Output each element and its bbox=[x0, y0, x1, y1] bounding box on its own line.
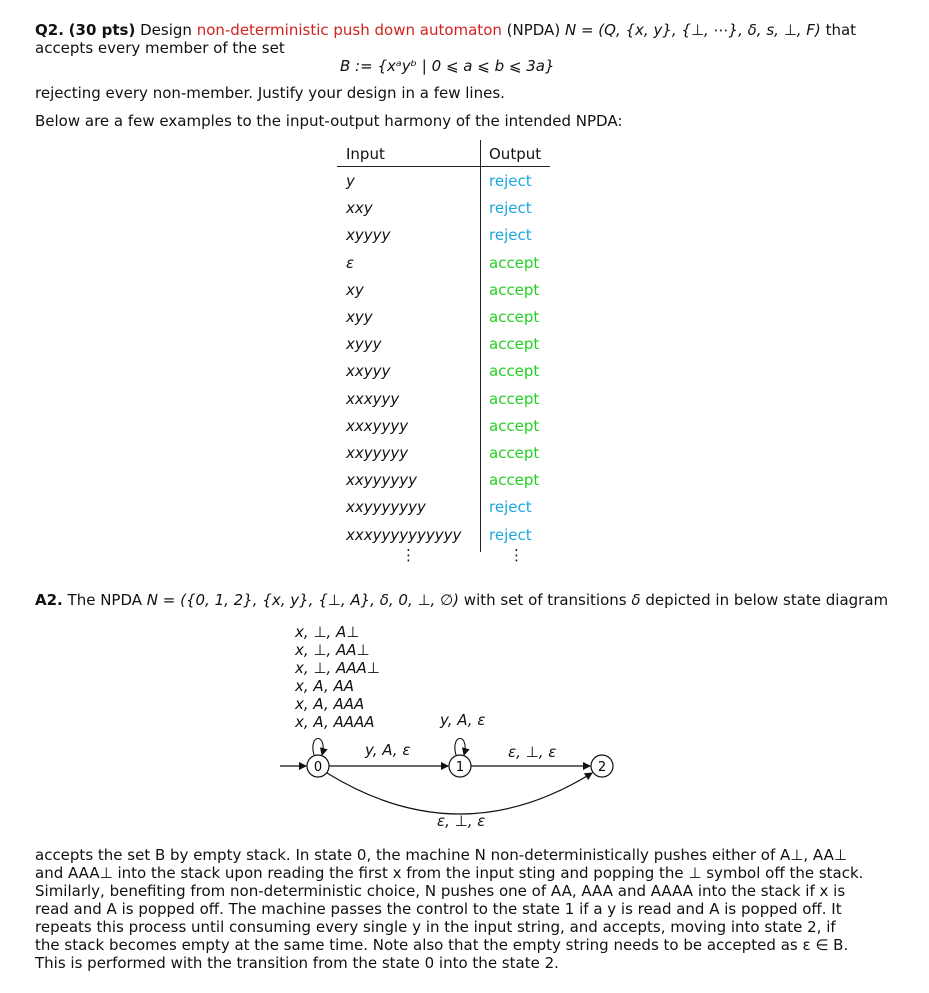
output-cell: reject bbox=[489, 525, 532, 544]
input-cell: xxyyyyyy bbox=[346, 471, 418, 490]
table-row bbox=[337, 195, 555, 222]
explanation-paragraph bbox=[35, 846, 864, 972]
state-1-label: 1 bbox=[455, 760, 465, 775]
question-points: (30 pts) bbox=[68, 21, 136, 39]
question-line-1 bbox=[35, 21, 856, 39]
output-cell: accept bbox=[489, 253, 540, 272]
input-cell: xxxyyy bbox=[346, 389, 400, 408]
header-input: Input bbox=[346, 145, 385, 163]
table-row bbox=[337, 358, 555, 385]
table-row bbox=[337, 277, 555, 304]
output-cell: accept bbox=[489, 308, 540, 326]
question-line-2: accepts every member of the set bbox=[35, 39, 285, 57]
table-row bbox=[337, 250, 555, 277]
answer-line bbox=[35, 591, 888, 609]
answer-text-b: with set of transitions bbox=[463, 591, 627, 609]
input-cell: xyy bbox=[346, 308, 373, 326]
paragraph-line: accepts the set B by empty stack. In state 0, the machine N non-deterministically pushes either of A⊥, AA⊥ bbox=[35, 846, 847, 864]
input-cell: xxyyyyy bbox=[346, 444, 409, 462]
paragraph-line: repeats this process until consuming every single y in the input string, and accepts, moving into state 2, if bbox=[35, 918, 836, 936]
table-row bbox=[337, 222, 555, 249]
question-line-4: Below are a few examples to the input-output harmony of the intended NPDA: bbox=[35, 112, 623, 130]
answer-text-a: The NPDA bbox=[67, 591, 143, 609]
input-cell: xy bbox=[346, 280, 364, 299]
answer-label: A2. bbox=[35, 591, 63, 609]
set-definition: B := {xᵃyᵇ | 0 ⩽ a ⩽ b ⩽ 3a} bbox=[340, 57, 555, 75]
question-that: that bbox=[825, 21, 857, 39]
question-highlight: non-deterministic push down automaton bbox=[196, 21, 502, 39]
table-row bbox=[337, 494, 555, 521]
input-cell: xxxyyyy bbox=[346, 416, 409, 435]
output-cell: accept bbox=[489, 471, 540, 490]
edge01-label: y, A, ε bbox=[365, 741, 411, 759]
answer-text-c: depicted in below state diagram bbox=[645, 591, 889, 609]
input-cell: xyyy bbox=[346, 335, 382, 354]
output-cell: accept bbox=[489, 335, 540, 354]
input-cell: ε bbox=[346, 253, 355, 272]
paragraph-line: and AAA⊥ into the stack upon reading the first x from the input sting and popping the ⊥ symbol off the stack. bbox=[35, 864, 864, 882]
loop0-label: x, ⊥, AAA⊥ bbox=[295, 659, 380, 677]
paragraph-line: the stack becomes empty at the same time. Note also that the empty string needs to be accepted as ε ∈ B. bbox=[35, 936, 849, 954]
edge-0-2 bbox=[327, 773, 592, 814]
diagram-graphics bbox=[270, 615, 650, 835]
loop-0 bbox=[313, 739, 323, 756]
loop0-label: x, ⊥, AA⊥ bbox=[295, 641, 370, 659]
output-cell: accept bbox=[489, 280, 540, 299]
input-cell: xxyyy bbox=[346, 362, 391, 381]
question-tuple: N = (Q, {x, y}, {⊥, ⋯}, δ, s, ⊥, F) bbox=[564, 21, 821, 39]
answer-delta: δ bbox=[631, 591, 641, 609]
output-cell: accept bbox=[489, 416, 540, 435]
output-cell: accept bbox=[489, 444, 540, 462]
loop-1 bbox=[455, 739, 465, 756]
table-row bbox=[337, 331, 555, 358]
table-row bbox=[337, 386, 555, 413]
header-rule bbox=[337, 166, 550, 167]
paragraph-line: This is performed with the transition from the state 0 into the state 2. bbox=[35, 954, 559, 972]
output-ellipsis: ⋮ bbox=[509, 546, 524, 564]
output-cell: reject bbox=[489, 498, 532, 517]
header-output: Output bbox=[489, 145, 542, 163]
output-cell: accept bbox=[489, 389, 540, 408]
table-row bbox=[337, 168, 555, 195]
state-2-label: 2 bbox=[597, 760, 607, 775]
output-cell: reject bbox=[489, 226, 532, 245]
input-cell: y bbox=[346, 172, 355, 190]
table-row bbox=[337, 522, 555, 549]
table-row bbox=[337, 304, 555, 331]
input-cell: xyyyy bbox=[346, 226, 391, 245]
question-intro: Design bbox=[140, 21, 192, 39]
question-line-3: rejecting every non-member. Justify your design in a few lines. bbox=[35, 84, 505, 102]
question-label: Q2. bbox=[35, 21, 64, 39]
answer-tuple: N = ({0, 1, 2}, {x, y}, {⊥, A}, δ, 0, ⊥, ∅) bbox=[146, 591, 460, 609]
input-cell: xxyyyyyyy bbox=[346, 498, 426, 517]
output-cell: reject bbox=[489, 199, 532, 218]
loop1-label: y, A, ε bbox=[440, 711, 486, 729]
input-cell: xxy bbox=[346, 199, 373, 218]
output-cell: reject bbox=[489, 172, 532, 190]
edge02-label: ε, ⊥, ε bbox=[437, 812, 486, 830]
loop0-label: x, A, AAAA bbox=[295, 713, 375, 731]
loop0-label: x, A, AA bbox=[295, 677, 355, 695]
table-row bbox=[337, 413, 555, 440]
input-ellipsis: ⋮ bbox=[401, 546, 416, 564]
table-row bbox=[337, 440, 555, 467]
paragraph-line: read and A is popped off. The machine passes the control to the state 1 if a y is read and A is popped off. It bbox=[35, 900, 842, 918]
loop0-label: x, A, AAA bbox=[295, 695, 365, 713]
table-row bbox=[337, 467, 555, 494]
state-0-label: 0 bbox=[313, 760, 323, 775]
question-tail: (NPDA) bbox=[506, 21, 561, 39]
paragraph-line: Similarly, benefiting from non-deterministic choice, N pushes one of AA, AAA and AAAA into the stack if x is bbox=[35, 882, 846, 900]
loop0-label: x, ⊥, A⊥ bbox=[295, 623, 360, 641]
input-cell: xxxyyyyyyyyyy bbox=[346, 525, 462, 544]
edge12-label: ε, ⊥, ε bbox=[508, 743, 557, 761]
output-cell: accept bbox=[489, 362, 540, 381]
